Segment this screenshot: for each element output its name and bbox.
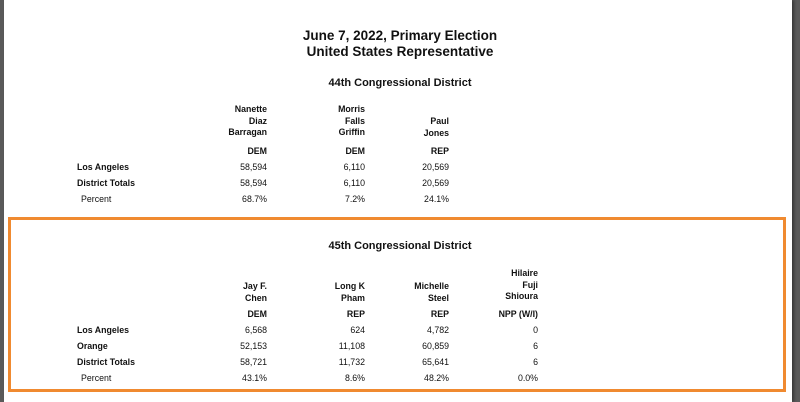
d45-party-1: DEM (247, 309, 267, 319)
d45-cell: 11,108 (338, 341, 365, 351)
d44-cell: 68.7% (242, 194, 267, 204)
d44-cell: 6,110 (343, 178, 365, 188)
district-44-title: 44th Congressional District (328, 77, 472, 89)
d45-cell: 65,641 (422, 357, 449, 367)
d45-party-2: REP (346, 309, 365, 319)
d45-candidate-3: Michelle Steel (414, 281, 449, 303)
d44-party-2: DEM (345, 146, 365, 156)
d45-cell: 11,732 (338, 357, 365, 367)
d44-cell: 20,569 (422, 162, 449, 172)
d45-cell: 60,859 (422, 341, 449, 351)
d45-cell: 48.2% (424, 373, 449, 383)
d44-party-3: REP (430, 146, 449, 156)
d44-candidate-3: Paul Jones (423, 116, 449, 138)
d44-row-label: Los Angeles (77, 162, 129, 172)
d45-cell: 52,153 (240, 341, 267, 351)
d45-cell: 6 (533, 341, 538, 351)
d44-candidate-2: Morris Falls Griffin (338, 104, 365, 138)
d45-cell: 4,782 (426, 325, 449, 335)
d45-cell: 6,568 (244, 325, 267, 335)
d44-cell: 58,594 (240, 178, 267, 188)
district-45-title: 45th Congressional District (328, 240, 472, 252)
d45-cell: 6 (533, 357, 538, 367)
report-title: June 7, 2022, Primary Election (302, 28, 498, 43)
d45-candidate-4: Hilaire Fuji Shioura (505, 268, 538, 302)
d44-cell: 6,110 (343, 162, 365, 172)
d45-party-4: NPP (W/I) (498, 309, 538, 319)
d45-cell: 43.1% (242, 373, 267, 383)
d44-cell: 24.1% (424, 194, 449, 204)
d44-cell: 58,594 (240, 162, 267, 172)
d45-cell: 8.6% (344, 373, 365, 383)
d44-cell: 20,569 (422, 178, 449, 188)
d45-cell: 58,721 (240, 357, 267, 367)
d45-candidate-1: Jay F. Chen (243, 281, 267, 303)
report-subtitle: United States Representative (306, 44, 494, 59)
d45-row-label: District Totals (77, 357, 136, 367)
d44-cell: 7.2% (344, 194, 365, 204)
d45-party-3: REP (430, 309, 449, 319)
d45-cell: 0.0% (517, 373, 538, 383)
d44-row-label: Percent (81, 194, 112, 204)
d44-row-label: District Totals (77, 178, 136, 188)
d45-candidate-2: Long K Pham (334, 281, 365, 303)
d45-row-label: Los Angeles (77, 325, 129, 335)
d45-cell: 0 (533, 325, 538, 335)
d45-row-label: Percent (81, 373, 112, 383)
d44-candidate-1: Nanette Diaz Barragan (228, 104, 267, 138)
d45-row-label: Orange (77, 341, 108, 351)
d45-cell: 624 (350, 325, 365, 335)
d44-party-1: DEM (247, 146, 267, 156)
